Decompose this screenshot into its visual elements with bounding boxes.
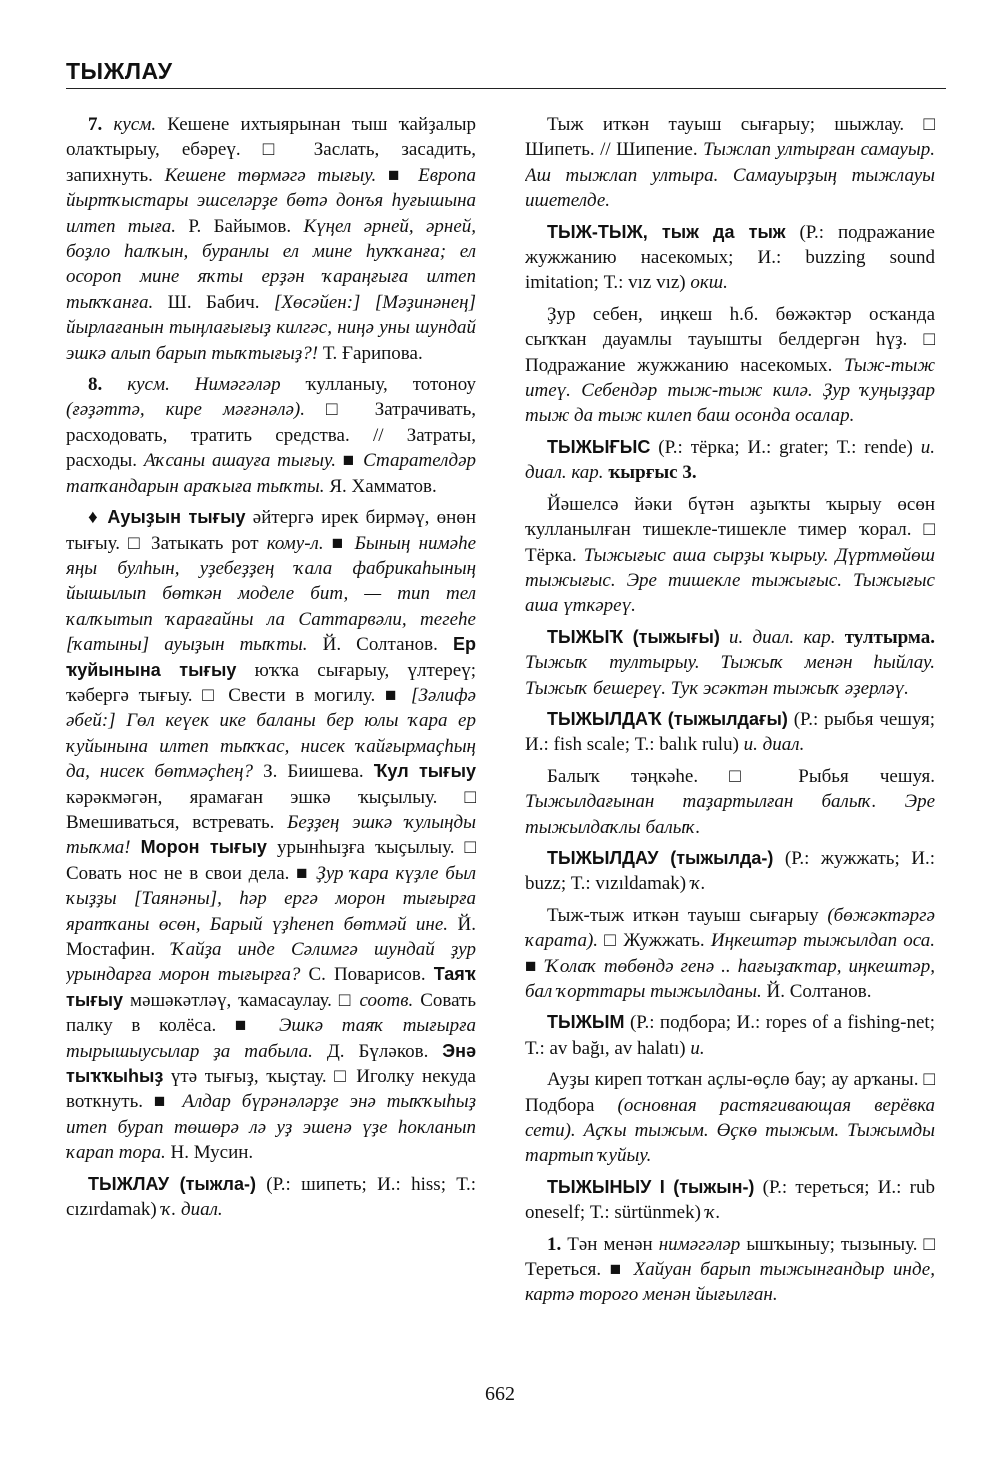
- italic-text: Ҡайҙа инде Сәлимгә шундай ҙур урындарға морон тығырға?: [66, 939, 476, 986]
- text-segment: Й. Солтанов.: [307, 634, 453, 656]
- text-segment: Й. Мостафин.: [66, 913, 476, 960]
- dictionary-entry-paragraph: [525, 302, 935, 429]
- header-rule: [66, 88, 946, 89]
- text-segment: (Р.: подбора; И.: ropes of a fishing-net; Т.: av bağı, av halatı): [525, 1012, 935, 1059]
- text-segment: Совать палку в колёса. ■: [66, 989, 476, 1037]
- headword: Таяҡ тығыу: [66, 964, 476, 1010]
- italic-text: и. диал.: [743, 734, 805, 756]
- bold-text: 1.: [547, 1233, 562, 1255]
- text-segment: мәшәкәтләү, ҡамасаулау. □: [123, 989, 360, 1011]
- italic-text: Эшкә таяҡ тығырға тырышыусылар ҙа табыла.: [66, 1015, 476, 1062]
- text-segment: Ҙур себен, иңкеш һ.б. бөжәктәр осҡанда сыҡҡан дауамлы тауышты белдергән һүҙ. □ Подражание жужжанию насекомых.: [525, 303, 935, 376]
- text-segment: ■: [323, 532, 355, 554]
- italic-text: Тыжыҡ тултырыу. Тыжыҡ менән һыйлау. Тыжыҡ бешереү. Тук эсәктән тыжыҡ әҙерләү.: [525, 652, 935, 699]
- text-segment: З. Биишева.: [253, 761, 374, 783]
- italic-text: кусм.: [113, 114, 157, 135]
- italic-text: Күңел әрней, әрней, боҙло һалҡын, буранлы ел мине һуҡҡанға; ел осороп мине яҡты ерҙән ҡараңғыға илтеп тыҡҡанға.: [66, 215, 476, 313]
- text-segment: урынһыҙға ҡыҫылыу. □ Совать нос не в свои дела. ■: [66, 837, 476, 884]
- text-segment: С. Поварисов.: [300, 964, 434, 986]
- italic-text: ҡ. диал.: [161, 1199, 223, 1221]
- text-segment: Тән менән: [561, 1233, 659, 1255]
- headword: Морон тығыу: [140, 837, 267, 858]
- text-segment: Тыж иткән тауыш сығарыу; шыжлау. □ Шипеть. // Шипение.: [525, 114, 935, 161]
- dictionary-entry-paragraph: [525, 220, 935, 296]
- text-segment: [102, 114, 113, 135]
- text-segment: ■: [336, 450, 364, 472]
- text-segment: әйтергә ирек бирмәү, өнөн тығыу. □ Затыкать рот: [66, 507, 476, 554]
- dictionary-entry-paragraph: [525, 112, 935, 214]
- italic-text: Хайуан барып тыжынғандыр инде, картә торого менән йығылған.: [525, 1259, 935, 1306]
- dictionary-entry-paragraph: [66, 505, 476, 1166]
- left-column: [66, 112, 476, 1352]
- headword: Ер ҡуйынына тығыу: [66, 634, 476, 680]
- dictionary-entry-paragraph: [525, 1175, 935, 1226]
- right-column: [525, 112, 935, 1352]
- dictionary-entry-paragraph: [525, 903, 935, 1005]
- headword: ТЫЖ-ТЫЖ, тыж да тыж: [547, 221, 786, 242]
- dictionary-entry-paragraph: [66, 112, 476, 366]
- italic-text: [Зәлифә әбей:] Гөл кеүек ике баланы бер юлы ҡара ер ҡуйынына илтеп тыҡҡас, нисек ҡайғырмаҫһың да, нисек бөтмәҫһең?: [66, 684, 476, 783]
- italic-text: окш.: [690, 272, 728, 294]
- bold-text: ҡырғыс 3.: [608, 462, 697, 484]
- italic-text: и.: [690, 1037, 705, 1059]
- text-segment: ҡулланыу, тотоноу: [280, 374, 476, 396]
- text-segment: (Р.: жужжать; И.: buzz; Т.: vızıldamak): [525, 847, 935, 895]
- headword: Энә тыҡҡыһыҙ: [66, 1040, 476, 1087]
- text-segment: (Р.: тёрка; И.: grater; Т.: rende): [650, 436, 921, 458]
- italic-text: (ғәҙәттә, кире мәғәнәлә).: [66, 399, 306, 421]
- headword: Ҡул тығыу: [373, 761, 476, 782]
- text-segment: [102, 374, 127, 395]
- running-head: ТЫЖЛАУ: [66, 58, 173, 84]
- dictionary-entry-paragraph: [525, 1010, 935, 1061]
- italic-text: ҡ.: [705, 1202, 721, 1224]
- headword: ТЫЖЫЛДАУ (тыжылда-): [547, 847, 774, 868]
- italic-text: Иңкештәр тыжылдап оса.: [710, 930, 935, 952]
- text-segment: □ Затрачивать, расходовать, тратить средства. // Затраты, расходы.: [66, 399, 476, 472]
- dictionary-entry-paragraph: [66, 372, 476, 499]
- italic-text: соотв.: [359, 989, 414, 1011]
- text-segment: Я. Хамматов.: [324, 475, 437, 497]
- text-segment: Кешене ихтыярынан тыш ҡайҙалыр олаҡтырыу, ебәреү. □ Заслать, засадить, запихнуть.: [66, 114, 476, 186]
- dictionary-entry-paragraph: [525, 625, 935, 701]
- italic-text: кому-л.: [266, 532, 324, 554]
- text-segment: Ш. Бабич.: [153, 291, 274, 313]
- text-segment: Ауҙы киреп тотҡан аҫлы-өҫлө бау; ау арҡаны. □ Подбора: [525, 1069, 935, 1116]
- italic-text: Беҙҙең эшкә ҡулыңды тыҡма!: [66, 811, 476, 859]
- text-segment: ■: [525, 955, 546, 977]
- text-segment: юҡҡа сығарыу, үлтереү; ҡәбергә тығыу. □ Свести в могилу. ■: [66, 659, 476, 706]
- italic-text: Алдар бүрәнәләрҙе энә тыҡҡыһыҙ итеп бурап төшөрә лә уҙ эшенә үҙе һокланып ҡарап тора.: [66, 1091, 476, 1164]
- italic-text: [Хөсәйен:] [Мәҙинәнең] йырлағанын тыңлағығыҙ килгәс, ниңә уны шундай эшкә алып барып тыҡтығыҙ?!: [66, 291, 476, 364]
- italic-text: Тыж-тыж итеү. Себендәр тыж-тыж килә. Ҙур ҡуңыҙҙар тыж да тыж килеп баш осонда осалар.: [525, 354, 935, 427]
- text-segment: [131, 837, 141, 858]
- text-segment: ♦: [88, 507, 108, 529]
- dictionary-entry-paragraph: [525, 1232, 935, 1308]
- italic-text: нимәгәләр: [658, 1233, 741, 1255]
- italic-text: Аҡсаны ашауға тығыу.: [143, 450, 337, 472]
- italic-text: Ҡолаҡ төбөндә генә .. һағыҙаҡтар, иңкештәр, бал ҡорттары тыжылданы.: [525, 955, 935, 1002]
- italic-text: (бөжәктәргә ҡарата).: [525, 904, 935, 952]
- headword: ТЫЖЫНЫУ I (тыжын-): [547, 1176, 755, 1197]
- italic-text: (основная растягивающая верёвка сети). Аҫҡы тыжым. Өҫкө тыжым. Тыжымды тартып ҡуйыу.: [525, 1094, 935, 1167]
- text-segment: □ Жужжать.: [598, 930, 711, 952]
- dictionary-entry-paragraph: [525, 492, 935, 619]
- headword: ТЫЖЫМ: [547, 1012, 625, 1033]
- dictionary-entry-paragraph: [66, 1172, 476, 1223]
- headword: Ауыҙын тығыу: [107, 507, 246, 528]
- dictionary-entry-paragraph: [525, 707, 935, 758]
- italic-text: Бының нимәһе яңы булһын, уҙебеҙҙең ҡала фабрикаһының йышылып бөткән моделе бит, — тип тел ҡалҡытып ҡарағайны ла Саттарвәли, тегеһе [ҡатыны] ауыҙын тыҡты.: [66, 532, 476, 656]
- italic-text: и. диал. кар.: [525, 436, 935, 484]
- text-segment: Тыж-тыж иткән тауыш сығарыу: [547, 904, 828, 926]
- italic-text: Старателдәр тапҡандарын араҡыға тыҡты.: [66, 450, 476, 497]
- italic-text: Кешене төрмәгә тығыу.: [164, 164, 377, 186]
- italic-text: Тыжылдағынан таҙартылған балыҡ. Эре тыжылдаҡлы балыҡ.: [525, 791, 935, 838]
- italic-text: и. диал. кар.: [729, 626, 836, 648]
- text-segment: Балыҡ тәңкәһе. □ Рыбья чешуя.: [547, 765, 935, 787]
- italic-text: кусм. Нимәгәләр: [127, 374, 281, 396]
- text-segment: (Р.: шипеть; И.: hiss; Т.: cızırdamak): [66, 1173, 476, 1221]
- italic-text: Ҙур ҡара күҙле был ҡыҙҙы [Таянәны], һәр ергә морон тығырға яратҡаны өсөн, Барый үҙһенеп бөтмәй ине.: [66, 862, 476, 935]
- text-segment: [720, 627, 729, 648]
- text-segment: Т. Ғарипова.: [318, 342, 423, 364]
- italic-text: Тыжлап ултырған самауыр. Аш тыжлап ултыра. Самауырҙың тыжлауы ишетелде.: [525, 139, 935, 212]
- text-segment: Р. Байымов.: [176, 215, 304, 237]
- italic-text: ҡ.: [690, 873, 706, 895]
- text-segment: [836, 627, 845, 648]
- italic-text: Европа йыртҡыстары эшселәрҙе бөтә донъя һуғышына илтеп тыға.: [66, 164, 476, 237]
- dictionary-entry-paragraph: [525, 1067, 935, 1169]
- headword: ТЫЖЫҒЫС: [547, 436, 651, 457]
- text-segment: ■: [376, 164, 419, 186]
- bold-text: 7.: [88, 114, 103, 135]
- italic-text: Тыжығыс аша сырҙы ҡырыу. Дүртмөйөш тыжығыс. Эре тишекле тыжығыс. Тыжығыс аша үткәреү.: [525, 544, 935, 617]
- text-segment: Й. Солтанов.: [761, 981, 872, 1002]
- text-segment: (Р.: рыбья чешуя; И.: fish scale; Т.: balık rulu): [525, 708, 935, 756]
- dictionary-entry-paragraph: [525, 846, 935, 897]
- headword: ТЫЖЫЛДАҠ (тыжылдағы): [547, 708, 788, 729]
- headword: ТЫЖЫҠ (тыжығы): [547, 626, 720, 647]
- text-segment: Н. Мусин.: [165, 1142, 254, 1164]
- dictionary-entry-paragraph: [525, 764, 935, 840]
- text-segment: (Р.: тереться; И.: rub oneself; Т.: sürtünmek): [525, 1176, 935, 1224]
- page-number: 662: [485, 1383, 515, 1405]
- headword: ТЫЖЛАУ (тыжла-): [88, 1173, 256, 1194]
- bold-text: тултырма.: [844, 626, 935, 648]
- bold-text: 8.: [88, 374, 103, 396]
- text-segment: Йәшелсә йәки бүтән аҙыҡты ҡырыу өсөн ҡулланылған тишекле-тишекле тимер ҡорал. □ Тёрка.: [525, 493, 935, 566]
- text-segment: (Р.: подражание жужжанию насекомых; И.: buzzing sound imitation; Т.: vız vız): [525, 221, 935, 294]
- text-segment: Д. Бүләков.: [312, 1040, 443, 1062]
- dictionary-entry-paragraph: [525, 435, 935, 486]
- text-segment: ышҡыныу; тызыныу. □ Тереться. ■: [525, 1233, 935, 1281]
- text-segment: кәрәкмәгән, ярамаған эшкә ҡыҫылыу. □ Вмешиваться, встревать.: [66, 786, 476, 833]
- text-segment: үтә тығыҙ, ҡыҫтау. □ Иголку некуда воткнуть. ■: [66, 1066, 476, 1113]
